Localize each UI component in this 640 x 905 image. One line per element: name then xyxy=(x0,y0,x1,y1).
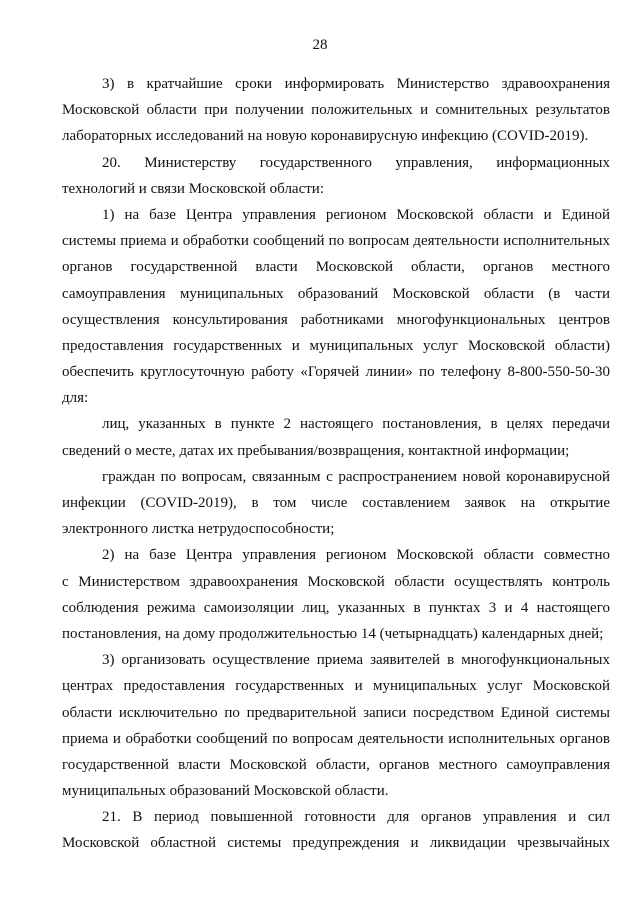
text-line: муниципальных образований Московской области. xyxy=(62,783,389,800)
text-line: Московской областной системы предупреждения и ликвидации чрезвычайных xyxy=(62,835,610,852)
text-line: предоставления государственных и муниципальных услуг Московской области) xyxy=(62,337,610,354)
text-line: 20. Министерству государственного управления, информационных xyxy=(102,154,610,171)
text-line: 21. В период повышенной готовности для органов управления и сил xyxy=(102,809,610,826)
text-line: с Министерством здравоохранения Московской области осуществлять контроль xyxy=(62,573,610,590)
text-line: 1) на базе Центра управления регионом Московской области и Единой xyxy=(102,206,610,223)
text-line: органов государственной власти Московской области, органов местного xyxy=(62,259,610,276)
text-line: технологий и связи Московской области: xyxy=(62,180,324,197)
text-line: центрах предоставления государственных и муниципальных услуг Московской xyxy=(62,678,610,695)
text-line: приема и обработки сообщений по вопросам деятельности исполнительных органов xyxy=(62,730,610,747)
text-line: соблюдения режима самоизоляции лиц, указанных в пунктах 3 и 4 настоящего xyxy=(62,599,610,616)
text-line: 3) в кратчайшие сроки информировать Министерство здравоохранения xyxy=(102,76,610,92)
text-line: для: xyxy=(62,390,89,407)
text-line: системы приема и обработки сообщений по вопросам деятельности исполнительных xyxy=(62,233,610,250)
text-line: инфекции (COVID-2019), в том числе составлением заявок на открытие xyxy=(62,495,610,511)
text-line: осуществления консультирования работниками многофункциональных центров xyxy=(62,311,610,328)
text-line: обеспечить круглосуточную работу «Горячей линии» по телефону 8-800-550-50-30 xyxy=(62,364,610,381)
text-line: постановления, на дому продолжительностью 14 (четырнадцать) календарных дней; xyxy=(62,625,604,642)
text-line: лабораторных исследований на новую коронавирусную инфекцию (COVID-2019). xyxy=(62,128,589,145)
text-line: самоуправления муниципальных образований Московской области (в части xyxy=(62,285,610,302)
text-line: лиц, указанных в пункте 2 настоящего постановления, в целях передачи xyxy=(102,416,610,433)
text-line: 3) организовать осуществление приема заявителей в многофункциональных xyxy=(102,652,610,669)
text-line: электронного листка нетрудоспособности; xyxy=(62,521,335,538)
text-line: граждан по вопросам, связанным с распространением новой коронавирусной xyxy=(102,468,610,485)
page-number: 28 xyxy=(312,37,328,53)
text-line: государственной власти Московской области, органов местного самоуправления xyxy=(62,756,610,773)
text-line: сведений о месте, датах их пребывания/возвращения, контактной информации; xyxy=(62,442,570,459)
text-line: области исключительно по предварительной записи посредством Единой системы xyxy=(62,704,610,721)
text-line: Московской области при получении положительных и сомнительных результатов xyxy=(62,102,610,119)
text-line: 2) на базе Центра управления регионом Московской области совместно xyxy=(102,547,610,564)
document-body xyxy=(62,71,610,857)
